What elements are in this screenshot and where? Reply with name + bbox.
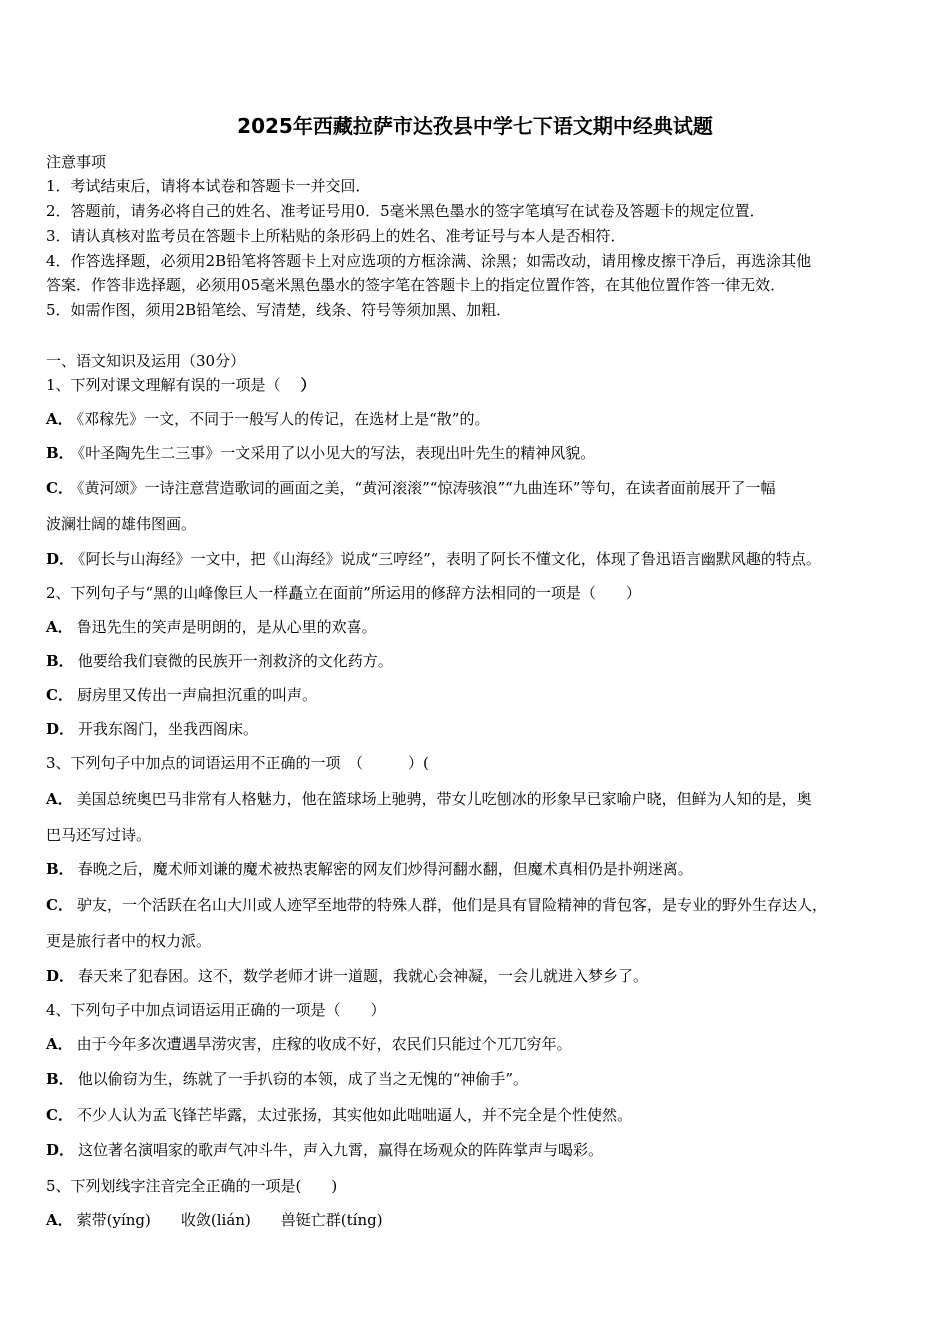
q1-c-label: C． [46, 479, 73, 497]
q4-d-text: 这位著名演唱家的歌声气冲斗牛，声入九霄，赢得在场观众的阵阵掌声与喝彩。 [78, 1141, 604, 1159]
q3-c-label: C． [46, 896, 73, 914]
q3-stem: 3、下列句子中加点的词语运用不正确的一项 （ ）( [46, 754, 429, 772]
notice-item-2: 2．答题前，请务必将自己的姓名、准考证号用0．5毫米黑色墨水的签字笔填写在试卷及答题卡的规定位置． [46, 202, 765, 220]
q4-option-c [46, 1104, 632, 1126]
q1-stem [46, 374, 316, 396]
q5-a-label: A． [46, 1211, 73, 1229]
q3-d-label: D． [46, 967, 75, 985]
q2-d-label: D． [46, 720, 75, 738]
q2-b-label: B． [46, 652, 74, 670]
q2-option-a [46, 616, 377, 638]
q3-option-d [46, 965, 648, 987]
q2-option-b [46, 650, 393, 672]
q4-b-text: 他以偷窃为生，练就了一手扒窃的本领，成了当之无愧的“神偷手”。 [77, 1070, 529, 1088]
q2-a-label: A． [46, 618, 73, 636]
q3-a-text: 美国总统奥巴马非常有人格魅力，他在篮球场上驰骋，带女儿吃刨冰的形象早已家喻户晓，但鲜为人知的是，奥 [76, 790, 812, 808]
q1-option-d [46, 548, 821, 570]
q1-b-text: 《叶圣陶先生二三事》一文采用了以小见大的写法，表现出叶先生的精神风貌。 [77, 444, 596, 462]
q5-a-item-3: 兽铤亡群(tíng) [280, 1211, 383, 1229]
q1-option-a [46, 408, 489, 430]
q3-b-label: B． [46, 860, 74, 878]
q4-stem: 4、下列句子中加点词语运用正确的一项是（ ） [46, 1001, 386, 1019]
q2-stem: 2、下列句子与“黑的山峰像巨人一样矗立在面前”所运用的修辞方法相同的一项是（ ） [46, 584, 641, 602]
q4-b-label: B． [46, 1070, 74, 1088]
q3-option-a-cont: 巴马还写过诗。 [46, 826, 152, 844]
q3-option-a [46, 788, 812, 810]
q3-option-b [46, 858, 693, 880]
q4-a-label: A． [46, 1035, 73, 1053]
q3-c-text: 驴友，一个活跃在名山大川或人迹罕至地带的特殊人群，他们是具有冒险精神的背包客，是专业的野外生存达人， [76, 896, 827, 914]
q3-a-label: A． [46, 790, 73, 808]
q1-option-c-cont: 波澜壮阔的雄伟图画。 [46, 515, 197, 533]
notice-item-5: 5．如需作图，须用2B铅笔绘、写清楚，线条、符号等须加黑、加粗． [46, 301, 512, 319]
q3-option-c [46, 894, 827, 916]
q2-b-text: 他要给我们衰微的民族开一剂救济的文化药方。 [77, 652, 393, 670]
q4-d-label: D． [46, 1141, 75, 1159]
q1-a-label: A． [46, 410, 73, 428]
notice-item-1: 1．考试结束后，请将本试卷和答题卡一并交回． [46, 177, 371, 195]
q5-a-item-2: 收敛(lián) [180, 1211, 251, 1229]
q2-option-c [46, 684, 317, 706]
q2-option-d [46, 718, 258, 740]
q2-a-text: 鲁迅先生的笑声是明朗的，是从心里的欢喜。 [76, 618, 377, 636]
q1-option-b [46, 442, 595, 464]
q4-c-text: 不少人认为孟飞锋芒毕露，太过张扬，其实他如此咄咄逼人，并不完全是个性使然。 [76, 1106, 632, 1124]
q3-b-text: 春晚之后，魔术师刘谦的魔术被热衷解密的网友们炒得河翻水翻，但魔术真相仍是扑朔迷离。 [77, 860, 693, 878]
q1-c-text: 《黄河颂》一诗注意营造歌词的画面之美，“黄河滚滚”“惊涛骇浪”“九曲连环”等句，在读者面前展开了一幅 [76, 479, 776, 497]
q1-d-label: D． [46, 550, 75, 568]
notice-heading: 注意事项 [46, 153, 107, 171]
q5-stem: 5、下列划线字注音完全正确的一项是( ) [46, 1177, 338, 1195]
q3-d-text: 春天来了犯春困。这不，数学老师才讲一道题，我就心会神凝，一会儿就进入梦乡了。 [78, 967, 649, 985]
q2-c-label: C． [46, 686, 73, 704]
q1-stem-end: ） [300, 376, 316, 394]
q1-option-c [46, 477, 775, 499]
q4-option-d [46, 1139, 603, 1161]
q4-c-label: C． [46, 1106, 73, 1124]
q5-a-item-1: 萦带(yíng) [76, 1211, 151, 1229]
q2-c-text: 厨房里又传出一声扁担沉重的叫声。 [76, 686, 317, 704]
q4-a-text: 由于今年多次遭遇旱涝灾害，庄稼的收成不好，农民们只能过个兀兀穷年。 [76, 1035, 572, 1053]
q3-option-c-cont: 更是旅行者中的权力派。 [46, 932, 212, 950]
q1-d-text: 《阿长与山海经》一文中，把《山海经》说成“三哼经”，表明了阿长不懂文化，体现了鲁迅语言幽默风趣的特点。 [78, 550, 821, 568]
notice-item-3: 3．请认真核对监考员在答题卡上所粘贴的条形码上的姓名、准考证号与本人是否相符． [46, 227, 626, 245]
section-heading: 一、语文知识及运用（30分） [46, 352, 246, 370]
notice-item-4-cont: 答案．作答非选择题，必须用05毫米黑色墨水的签字笔在答题卡上的指定位置作答，在其他位置作答一律无效． [46, 276, 786, 294]
q1-a-text: 《邓稼先》一文，不同于一般写人的传记，在选材上是“散”的。 [76, 410, 490, 428]
q2-d-text: 开我东阁门，坐我西阁床。 [78, 720, 259, 738]
q1-b-label: B． [46, 444, 74, 462]
q4-option-b [46, 1068, 528, 1090]
q4-option-a [46, 1033, 572, 1055]
q5-option-a [46, 1209, 383, 1231]
notice-item-4: 4．作答选择题，必须用2B铅笔将答题卡上对应选项的方框涂满、涂黑；如需改动，请用橡皮擦干净后，再选涂其他 [46, 252, 812, 270]
q1-stem-text: 1、下列对课文理解有误的一项是（ [46, 376, 281, 394]
exam-title: 2025年西藏拉萨市达孜县中学七下语文期中经典试题 [237, 114, 713, 138]
